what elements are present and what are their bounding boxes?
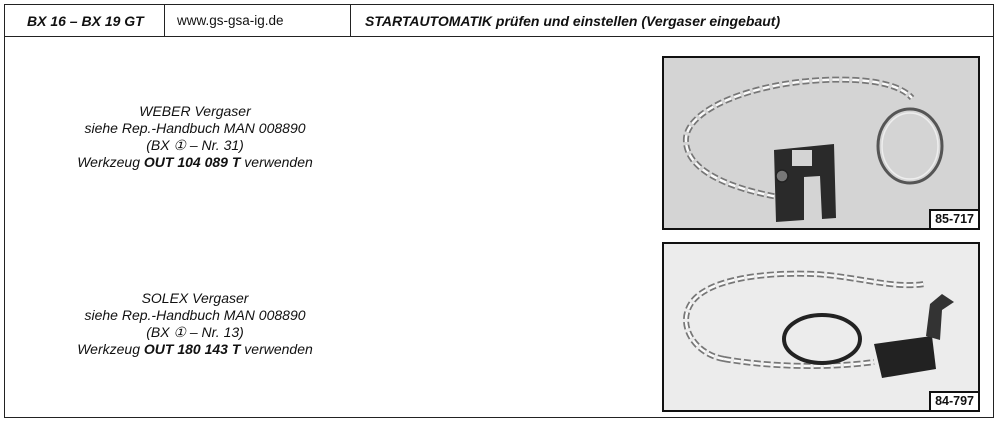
title-cell: STARTAUTOMATIK prüfen und einstellen (Vergaser eingebaut) (365, 12, 781, 29)
solex-instructions (40, 290, 350, 358)
weber-instructions (40, 103, 350, 171)
header-row (5, 5, 993, 37)
tool-line (40, 341, 350, 358)
volume-reference: (BX ① – Nr. 31) (146, 137, 244, 153)
volume-reference: (BX ① – Nr. 13) (146, 324, 244, 340)
tool-code: OUT 180 143 T (143, 341, 241, 357)
tool-code: OUT 104 089 T (143, 154, 241, 170)
carburetor-name: WEBER Vergaser (139, 103, 251, 119)
solex-tool-photo (662, 242, 980, 412)
chain-tool-illustration (664, 58, 978, 228)
image-label: 85-717 (929, 209, 978, 228)
tool-suffix: verwenden (244, 154, 313, 170)
manual-reference: siehe Rep.-Handbuch MAN 008890 (84, 307, 306, 323)
website-cell: www.gs-gsa-ig.de (165, 5, 351, 36)
tool-line (40, 154, 350, 171)
tool-prefix: Werkzeug (77, 341, 140, 357)
image-label: 84-797 (929, 391, 978, 410)
tool-suffix: verwenden (244, 341, 313, 357)
tool-prefix: Werkzeug (77, 154, 140, 170)
manual-reference: siehe Rep.-Handbuch MAN 008890 (84, 120, 306, 136)
weber-tool-photo (662, 56, 980, 230)
model-cell: BX 16 – BX 19 GT (5, 5, 165, 36)
chain-tool-illustration (664, 244, 978, 410)
carburetor-name: SOLEX Vergaser (141, 290, 249, 306)
